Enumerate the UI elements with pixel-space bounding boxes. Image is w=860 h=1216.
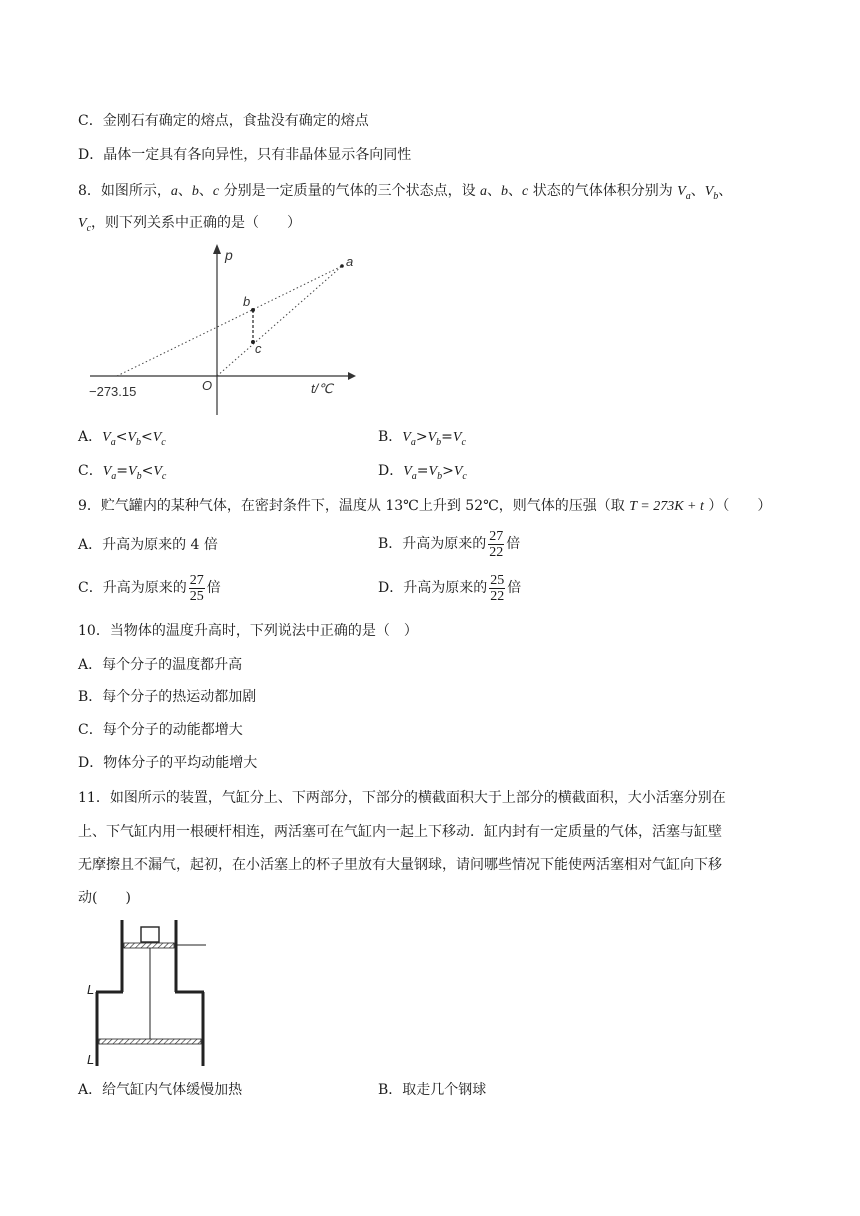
fraction: $\frac{25}{22}$ — [490, 572, 505, 604]
q11-cylinder-figure — [80, 918, 220, 1068]
small-piston — [124, 943, 174, 948]
q8-option-d: D．$V_a=V_b>V_c$ — [378, 463, 467, 482]
point-a-label: a — [346, 254, 354, 269]
p-axis-label: p — [225, 247, 233, 263]
q7-option-d: D．晶体一定具有各向异性，只有非晶体显示各向同性 — [78, 147, 412, 163]
q10-option-a: A．每个分子的温度都升高 — [78, 657, 243, 673]
q10-option-c: C．每个分子的动能都增大 — [78, 722, 243, 738]
isochore-c — [217, 266, 342, 376]
origin-label: O — [202, 378, 213, 393]
point-b — [251, 308, 255, 312]
svg-text:L: L — [87, 1052, 95, 1067]
large-piston — [99, 1039, 201, 1044]
fraction: $\frac{27}{22}$ — [489, 528, 504, 560]
q8-stem-line1: 8．如图所示，a、b、c 分别是一定质量的气体的三个状态点，设 a、b、c 状态的气体体积分别为 $V_a$、$V_b$、 — [78, 183, 733, 202]
q8-option-b: B．$V_a>V_b=V_c$ — [378, 429, 466, 448]
q8-stem-line2: $V_c$，则下列关系中正确的是（ ） — [78, 215, 302, 234]
q11-stem-line4: 动( ) — [78, 890, 131, 906]
fraction: $\frac{27}{25}$ — [189, 572, 204, 604]
q10-option-b: B．每个分子的热运动都加剧 — [78, 689, 257, 705]
q8-option-a: A．$V_a<V_b<V_c$ — [78, 429, 166, 448]
q11-option-b: B．取走几个钢球 — [378, 1082, 487, 1098]
q9-option-b: B．升高为原来的 $\frac{27}{22}$ 倍 — [378, 528, 521, 560]
q9-option-d: D．升高为原来的 $\frac{25}{22}$ 倍 — [378, 572, 522, 604]
point-a — [340, 264, 344, 268]
steel-ball-cup — [141, 927, 159, 942]
intercept-label: −273.15 — [89, 384, 137, 399]
q8-pt-graph — [80, 240, 360, 420]
q9-stem: 9．贮气罐内的某种气体，在密封条件下，温度从 13℃上升到 52℃，则气体的压强（取 T = 273K + t ）（ ） — [78, 498, 772, 514]
q11-stem-line3: 无摩擦且不漏气，起初，在小活塞上的杯子里放有大量钢球，请问哪些情况下能使两活塞相对气缸向下移 — [78, 857, 722, 873]
svg-text:L: L — [87, 982, 95, 997]
q11-option-a: A．给气缸内气体缓慢加热 — [78, 1082, 243, 1098]
q9-option-c: C．升高为原来的 $\frac{27}{25}$ 倍 — [78, 572, 221, 604]
t-axis-arrow — [348, 372, 356, 380]
t-axis-label: t/℃ — [311, 381, 333, 396]
q10-option-d: D．物体分子的平均动能增大 — [78, 755, 258, 771]
p-axis-arrow — [213, 244, 221, 254]
q8-option-c: C．$V_a=V_b<V_c$ — [78, 463, 167, 482]
q10-stem: 10．当物体的温度升高时，下列说法中正确的是（ ） — [78, 623, 418, 639]
q11-stem-line2: 上、下气缸内用一根硬杆相连，两活塞可在气缸内一起上下移动．缸内封有一定质量的气体，活塞与缸壁 — [78, 824, 722, 840]
isochore-b — [117, 266, 342, 376]
q7-option-c: C．金刚石有确定的熔点，食盐没有确定的熔点 — [78, 113, 369, 129]
point-c-label: c — [255, 341, 262, 356]
q11-stem-line1: 11．如图所示的装置，气缸分上、下两部分，下部分的横截面积大于上部分的横截面积，大小活塞分别在 — [78, 790, 726, 806]
q9-option-a: A．升高为原来的 4 倍 — [78, 537, 218, 553]
point-b-label: b — [243, 294, 251, 309]
